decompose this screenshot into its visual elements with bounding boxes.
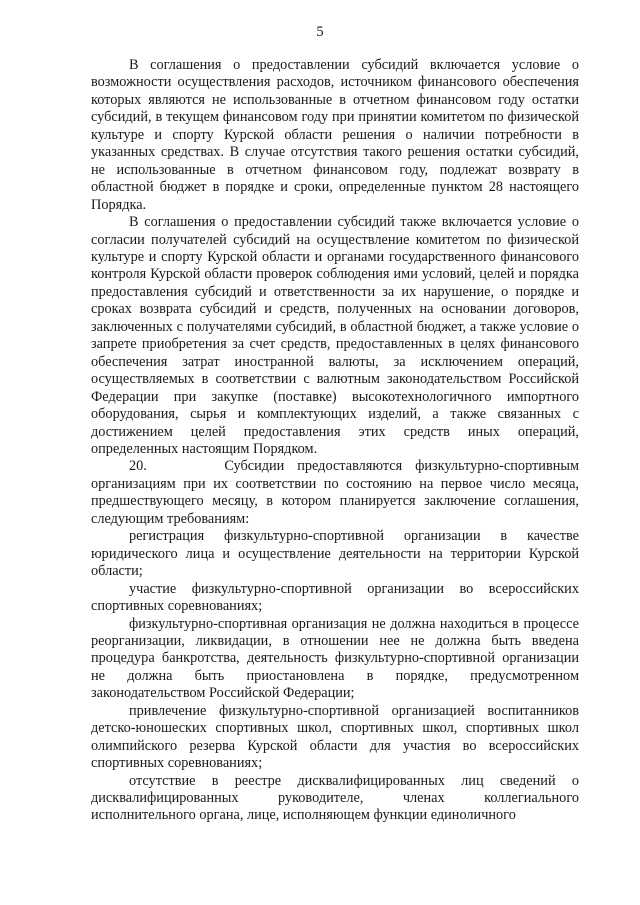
requirement-involving-students: привлечение физкультурно-спортивной организацией воспитанников детско-юношеских спортивных школ, спортивных школ, спортивных школ олимпийского резерва Курской области для участия во всероссийских спортивных соревнованиях;	[91, 702, 579, 772]
requirement-registration: регистрация физкультурно-спортивной организации в качестве юридического лица и осуществление деятельности на территории Курской области;	[91, 528, 579, 580]
requirement-not-in-disqualified-registry: отсутствие в реестре дисквалифицированных лиц сведений о дисквалифицированных руководителе, членах коллегиального исполнительного органа, лице, исполняющем функции единоличного	[91, 772, 579, 824]
page-number: 5	[316, 24, 324, 40]
requirement-no-reorganization: физкультурно-спортивная организация не должна находиться в процессе реорганизации, ликвидации, в отношении нее не должна быть введена процедура банкротства, деятельность физкультурно-спортивной организации не должна быть приостановлена в порядке, предусмотренном законодательством Российской Федерации;	[91, 615, 579, 702]
paragraph-foreign-currency-remainders: В соглашения о предоставлении субсидий включается условие о возможности осуществления расходов, источником финансового обеспечения которых являются не использованные в отчетном финансовом году остатки субсидий, в текущем финансовом году при принятии комитетом по физической культуре и спорту Курской области решения о наличии потребности в указанных средствах. В случае отсутствия такого решения остатки субсидий, не использованные в отчетном финансовом году, подлежат возврату в областной бюджет в порядке и сроки, определенные пунктом 28 настоящего Порядка.	[91, 57, 579, 213]
paragraph-clause-20: 20. Субсидии предоставляются физкультурно-спортивным организациям при их соответствии по состоянию на первое число месяца, предшествующего месяцу, в котором планируется заключение соглашения, следующим требованиям:	[91, 458, 579, 527]
requirement-participation: участие физкультурно-спортивной организации во всероссийских спортивных соревнованиях;	[91, 580, 579, 615]
paragraph-consent-to-audits: В соглашения о предоставлении субсидий также включается условие о согласии получателей субсидий на осуществление комитетом по физической культуре и спорту Курской области и органами государственного финансового контроля Курской области проверок соблюдения ими условий, целей и порядка предоставления субсидий и ответственности за их нарушение, о порядке и сроках возврата субсидий и средств, полученных на основании договоров, заключенных с получателями субсидий, в областной бюджет, а также условие о запрете приобретения за счет средств, предоставленных в целях финансового обеспечения затрат иностранной валюты, за исключением операций, осуществляемых в соответствии с валютным законодательством Российской Федерации при закупке (поставке) высокотехнологичного импортного оборудования, сырья и комплектующих изделий, а также связанных с достижением целей предоставления этих средств иных операций, определенных настоящим Порядком.	[91, 214, 579, 457]
document-body	[91, 57, 579, 825]
